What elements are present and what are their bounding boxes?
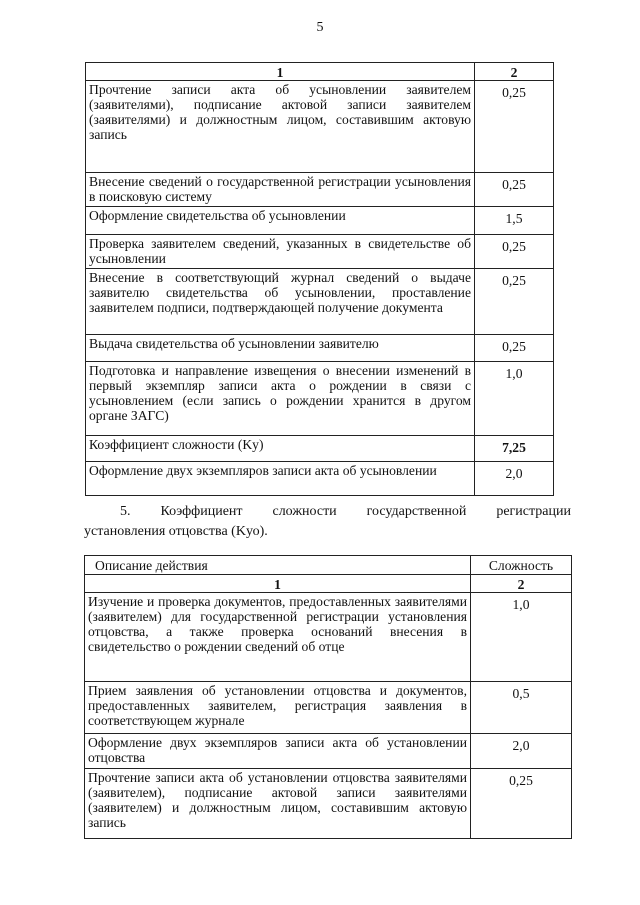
table-row — [86, 81, 554, 173]
action-description: Оформление двух экземпляров записи акта об установлении отцовства — [85, 734, 471, 769]
table-row — [86, 235, 554, 269]
complexity-value: 1,5 — [475, 207, 554, 235]
action-description: Внесение в соответствующий журнал сведений о выдаче заявителю свидетельства об усыновлении, проставление заявителем подписи, подтверждающей получение документа — [86, 269, 475, 335]
heading-word: государственной — [366, 504, 467, 519]
table-row — [86, 335, 554, 362]
action-description: Внесение сведений о государственной регистрации усыновления в поисковую систему — [86, 173, 475, 207]
table-row — [85, 593, 572, 682]
action-description: Прочтение записи акта об усыновлении заявителем (заявителями), подписание актовой записи заявителем (заявителями) и должностным лицом, составившим актовую запись — [86, 81, 475, 173]
table-row — [85, 734, 572, 769]
complexity-value: 1,0 — [471, 593, 572, 682]
total-value: 7,25 — [475, 436, 554, 462]
table-row — [86, 362, 554, 436]
complexity-table-paternity — [84, 555, 572, 839]
table-header-row — [85, 575, 572, 593]
table-row — [86, 462, 554, 496]
table-row — [85, 769, 572, 839]
column-number-1: 1 — [86, 63, 475, 81]
heading-word: регистрации — [496, 504, 571, 519]
action-description: Прием заявления об установлении отцовства и документов, предоставленных заявителем, регистрация заявления в соответствующем журнале — [85, 682, 471, 734]
table-row-total — [86, 436, 554, 462]
complexity-value: 0,25 — [475, 235, 554, 269]
section-heading — [84, 503, 571, 541]
column-number-1: 1 — [85, 575, 471, 593]
complexity-value: 0,25 — [475, 173, 554, 207]
column-number-2: 2 — [475, 63, 554, 81]
total-label: Коэффициент сложности (Kу) — [86, 436, 475, 462]
page-number: 5 — [316, 20, 324, 35]
complexity-table-adoption — [85, 62, 554, 496]
complexity-value: 0,25 — [475, 81, 554, 173]
action-description: Подготовка и направление извещения о внесении изменений в первый экземпляр записи акта о рождении в связи с усыновлением (если запись о рождении хранится в другом органе ЗАГС) — [86, 362, 475, 436]
column-number-2: 2 — [471, 575, 572, 593]
action-description: Оформление двух экземпляров записи акта об усыновлении — [86, 462, 475, 496]
complexity-value: 1,0 — [475, 362, 554, 436]
complexity-value: 2,0 — [471, 734, 572, 769]
complexity-value: 0,25 — [475, 269, 554, 335]
table-row — [86, 269, 554, 335]
action-description: Изучение и проверка документов, предоставленных заявителями (заявителем) для государственной регистрации установления отцовства, а также проверка оснований внесения в свидетельство о рождении сведений об отце — [85, 593, 471, 682]
complexity-value: 0,25 — [475, 335, 554, 362]
table-header-row — [86, 63, 554, 81]
action-description: Проверка заявителем сведений, указанных в свидетельстве об усыновлении — [86, 235, 475, 269]
table-label-row — [85, 556, 572, 575]
column-label-description: Описание действия — [85, 556, 471, 575]
table-row — [86, 173, 554, 207]
action-description: Прочтение записи акта об установлении отцовства заявителями (заявителем), подписание актовой записи заявителями (заявителем) и должностным лицом, составившим актовую запись — [85, 769, 471, 839]
action-description: Оформление свидетельства об усыновлении — [86, 207, 475, 235]
table-row — [85, 682, 572, 734]
heading-word: сложности — [272, 504, 337, 519]
complexity-value: 0,25 — [471, 769, 572, 839]
table-row — [86, 207, 554, 235]
complexity-value: 0,5 — [471, 682, 572, 734]
section-number: 5. — [120, 504, 131, 519]
column-label-complexity: Сложность — [471, 556, 572, 575]
complexity-value: 2,0 — [475, 462, 554, 496]
heading-word: Коэффициент — [160, 504, 243, 519]
action-description: Выдача свидетельства об усыновлении заявителю — [86, 335, 475, 362]
section-heading-line2: установления отцовства (Kуо). — [84, 524, 268, 539]
